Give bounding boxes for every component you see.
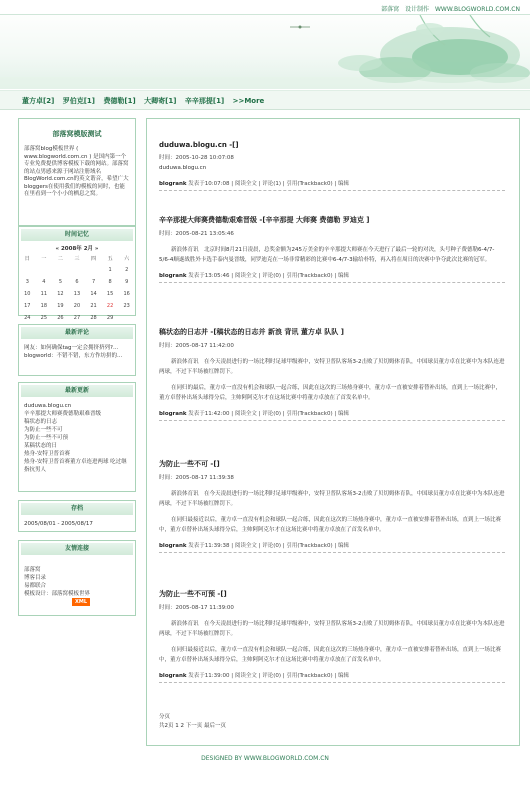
post-body (159, 245, 505, 265)
calendar-day[interactable]: 10 (24, 291, 31, 297)
archive-title: 存档 (21, 503, 133, 515)
post-meta-links[interactable]: 发表于13:05:46 | 阅读全文 | 评论(0) | 引用(Trackback0) | 编辑 (188, 273, 349, 279)
post-body (159, 489, 505, 535)
calendar-day[interactable]: 21 (90, 303, 97, 309)
nav-item-federer[interactable]: 费德勒[1] (103, 97, 136, 105)
post-author[interactable]: blogrank (159, 181, 187, 187)
post-body (159, 357, 505, 403)
post-title[interactable]: 为防止一些不可 -[] (159, 460, 220, 468)
calendar-day (52, 264, 69, 276)
post-2 (159, 215, 505, 283)
calendar-day (19, 264, 36, 276)
post-paragraph: 新浪体育讯 在今天凌晨进行的一场比利时足球甲级赛中，安特卫普队客场3-2击败了贝切姆体育队，中国球员董方卓在比赛中为本队连进两球，不过下半场被红牌罚下。 (159, 491, 505, 507)
post-3 (159, 327, 505, 421)
calendar-day[interactable]: 12 (57, 291, 64, 297)
post-title[interactable]: 为防止一些不可预 -[] (159, 590, 227, 598)
post-paragraph: 新浪体育讯 在今天凌晨进行的一场比利时足球甲级赛中，安特卫普队客场3-2击败了贝切姆体育队，中国球员董方卓在比赛中为本队连进两球，不过下半场被红牌罚下。 (159, 621, 505, 637)
post-author[interactable]: blogrank (159, 411, 187, 417)
calendar-day[interactable]: 1 (108, 267, 112, 273)
post-author[interactable]: blogrank (159, 273, 187, 279)
calendar-day[interactable]: 8 (108, 279, 112, 285)
post-author[interactable]: blogrank (159, 673, 187, 679)
calendar-day[interactable]: 19 (57, 303, 64, 309)
sidebar-archive-box (18, 500, 136, 532)
header-link-home[interactable]: 部落窝 (381, 6, 400, 13)
comments-title: 最新评论 (21, 327, 133, 339)
post-5 (159, 589, 505, 683)
post-author[interactable]: blogrank (159, 543, 187, 549)
post-meta (159, 671, 505, 679)
post-time: 时间：2005-08-17 11:42:00 (159, 343, 234, 349)
calendar-day[interactable]: 25 (40, 315, 48, 321)
calendar-weekday: 三 (74, 255, 80, 262)
calendar-day[interactable]: 14 (90, 291, 97, 297)
post-title[interactable]: 辛辛那提大师赛费德勒艰难晋级 -[辛辛那提 大师赛 费德勒 罗迪克 ] (159, 216, 370, 224)
calendar-day[interactable]: 18 (40, 303, 48, 309)
update-item[interactable]: 某稿状态的日 (24, 443, 58, 449)
calendar-day[interactable]: 16 (123, 291, 130, 297)
calendar-day[interactable]: 13 (73, 291, 81, 297)
calendar-day[interactable]: 6 (75, 279, 79, 285)
post-time: 时间：2005-08-17 11:39:00 (159, 605, 234, 611)
update-item[interactable]: duduwa.blogu.cn (24, 403, 72, 409)
intro-text: 部落窝blog模板世界 ( www.blogworld.com.cn ) 是国内第一个专业免费提供博客模板下载的网站。部落窝的站点男感来源于网站注册域名BlogWorld.com.cn的英文谐音，希望广大bloggers在使用我们的模板的同时，也能在里看到一个小小的栖息之窝。 (24, 146, 129, 197)
calendar-day (36, 264, 53, 276)
post-1 (159, 141, 505, 191)
calendar-day (69, 264, 86, 276)
sidebar-updates-box (18, 382, 136, 492)
update-item[interactable]: 热身-安特卫普首赛董方卓连进两球 吃过继指抗男人 (24, 459, 127, 473)
lotus-banner-illustration (0, 15, 530, 89)
calendar-day (85, 264, 102, 276)
top-bar (0, 0, 530, 14)
comments-list (19, 341, 135, 363)
post-divider (159, 282, 505, 283)
footer-credit[interactable]: DESIGNED BY WWW.BLOGWORLD.COM.CN (201, 755, 329, 762)
links-list (19, 563, 135, 609)
post-meta-links[interactable]: 发表于11:42:00 | 阅读全文 | 评论(0) | 引用(Trackback0) | 编辑 (188, 411, 349, 417)
calendar-day[interactable]: 26 (57, 315, 64, 321)
main-content (146, 118, 520, 746)
post-meta (159, 271, 505, 279)
calendar-day[interactable]: 7 (91, 279, 96, 285)
sidebar-intro-box (18, 118, 136, 226)
update-item[interactable]: 稿状态的日志 (24, 419, 58, 425)
friend-link[interactable]: 部落窝 (24, 567, 41, 573)
post-divider (159, 682, 505, 683)
calendar-day[interactable]: 5 (58, 279, 62, 285)
nav-item-dashisai[interactable]: 大卿寄[1] (144, 97, 177, 105)
post-time: 时间：2005-08-17 11:39:38 (159, 475, 234, 481)
calendar-weekday: 四 (91, 255, 97, 262)
calendar-day[interactable]: 3 (25, 279, 29, 285)
xml-feed-badge[interactable]: XML (72, 598, 90, 606)
header-link-site[interactable]: WWW.BLOGWORLD.COM.CN (434, 6, 520, 13)
post-time: 时间：2005-08-21 13:05:46 (159, 231, 234, 237)
pagination-label: 分页 (159, 714, 171, 720)
comment-item[interactable]: 网友：如何确保tag一定会拥挤挤列?... (24, 345, 119, 351)
friend-link[interactable]: 易都联合 (24, 583, 47, 589)
banner (0, 15, 530, 89)
post-meta-links[interactable]: 发表于10:07:08 | 阅读全文 | 评论(1) | 引用(Trackback0) | 编辑 (188, 181, 349, 187)
nav-item-more[interactable]: >>More (232, 97, 265, 105)
calendar-grid (19, 252, 135, 324)
calendar-weekday: 日 (24, 255, 30, 262)
friend-link[interactable]: 模板设计：部落窝模板世界 (24, 591, 91, 597)
post-body (159, 619, 505, 665)
header-link-design[interactable]: 设计制作 (405, 6, 430, 13)
calendar-weekday: 六 (124, 255, 130, 262)
post-meta (159, 179, 505, 187)
pagination (159, 713, 226, 731)
calendar-day[interactable]: 4 (42, 279, 46, 285)
calendar-day[interactable]: 15 (106, 291, 114, 297)
nav-item-dongfangzhuo[interactable]: 董方卓[2] (22, 97, 55, 105)
post-meta (159, 541, 505, 549)
updates-list (19, 399, 135, 477)
calendar-month[interactable]: « 2008年 2月 » (55, 246, 99, 252)
post-time: 时间：2005-10-28 10:07:08 (159, 155, 234, 161)
calendar-title: 时间记忆 (21, 229, 133, 241)
post-paragraph: 在同归的最后，董方卓一直没有机会和球队一起合练，因此在这次的三场热身赛中，董方卓一直被安排着替补出场，直到上一场比赛中，董方卓替补出场头球得分后，主帅阿阿克尔才在这场比赛中将董方卓放在了首发名单中。 (159, 385, 502, 401)
calendar-day[interactable]: 9 (125, 279, 129, 285)
calendar-day[interactable]: 23 (123, 303, 130, 309)
header-links (377, 4, 520, 13)
intro-title: 部落窝模版测试 (52, 130, 102, 138)
post-paragraph: 在同归最接近以后，董方卓一直没有机会和球队一起合练，因此在这次的三场热身赛中，董方卓一直被安排着替补出场，直到上一场比赛中，董方卓替补出场头球得分后，主帅阿阿克尔才在这场比赛中将董方卓放在了首发名单中。 (159, 647, 502, 663)
post-meta (159, 409, 505, 417)
calendar-day[interactable]: 29 (106, 315, 114, 321)
post-meta-links[interactable]: 发表于11:39:00 | 阅读全文 | 评论(0) | 引用(Trackback0) | 编辑 (188, 673, 349, 679)
calendar-day[interactable]: 11 (40, 291, 48, 297)
updates-title: 最新更新 (21, 385, 133, 397)
nav-item-luobike[interactable]: 罗伯克[1] (62, 97, 95, 105)
nav-item-cincinnati[interactable]: 辛辛那提[1] (184, 97, 225, 105)
post-paragraph: 在同归最接近以后，董方卓一直没有机会和球队一起合练，因此在这次的三场热身赛中，董方卓一直被安排着替补出场，直到上一场比赛中，董方卓替补出场头球得分后，主帅阿阿克尔才在这场比赛中将董方卓放在了首发名单中。 (159, 517, 502, 533)
post-paragraph: 新浪体育讯 在今天凌晨进行的一场比利时足球甲级赛中，安特卫普队客场3-2击败了贝切姆体育队，中国球员董方卓在比赛中为本队连进两球，不过下半场被红牌罚下。 (159, 359, 505, 375)
comment-item[interactable]: blogworld：不错不错，东方作坊拼的... (24, 353, 123, 359)
calendar-day[interactable]: 27 (73, 315, 81, 321)
sidebar-links-box (18, 540, 136, 616)
archive-range[interactable]: 2005/08/01 - 2005/08/17 (24, 521, 93, 527)
post-paragraph: duduwa.blogu.cn (159, 165, 207, 171)
post-4 (159, 459, 505, 553)
update-item[interactable]: 为防止一些不可预 (24, 435, 69, 441)
post-divider (159, 420, 505, 421)
sidebar-comments-box (18, 324, 136, 376)
calendar-weekday: 五 (107, 255, 113, 262)
calendar-weekday: 二 (57, 255, 63, 262)
post-title[interactable]: duduwa.blogu.cn -[] (159, 141, 239, 149)
post-divider (159, 552, 505, 553)
calendar-day[interactable]: 17 (24, 303, 31, 309)
post-paragraph: 新浪体育讯 北京时间8月21日凌晨，总奖金额为245万美金的辛辛那提大师赛在今天进行了最后一轮的对决，头号种子费德勒6-4/7-5/6-4顺遂战胜外卡选手泰内曼晋级，同罗迪克在一场非常精彩的比赛中6-4/7-3输给朴特，再入将在周日的决赛中争夺此次比赛的冠军。 (159, 247, 495, 263)
calendar-day[interactable]: 20 (73, 303, 81, 309)
calendar-day[interactable]: 22 (106, 303, 114, 309)
post-meta-links[interactable]: 发表于11:39:38 | 阅读全文 | 评论(0) | 引用(Trackback0) | 编辑 (188, 543, 349, 549)
friend-link[interactable]: 博客目录 (24, 575, 47, 581)
sidebar-calendar-box (18, 226, 136, 321)
tag-nav (22, 96, 270, 106)
pagination-links[interactable]: 共2页 1 2 下一页 最后一页 (159, 723, 226, 729)
links-title: 友情连接 (21, 543, 133, 555)
nav-bar (0, 90, 530, 110)
calendar-day[interactable]: 28 (90, 315, 97, 321)
calendar-day[interactable]: 24 (24, 315, 31, 321)
post-body (159, 163, 505, 173)
calendar-weekday: 一 (41, 255, 47, 262)
update-item[interactable]: 热身-安特卫普首赛 (24, 451, 70, 457)
post-title[interactable]: 稿状态的日志并 -[稿状态的日志并 新浪 背讯 董方卓 队队 ] (159, 328, 344, 336)
update-item[interactable]: 辛辛那提大师赛费德勒艰难晋级 (24, 411, 102, 417)
calendar-day (118, 312, 135, 324)
calendar-day[interactable]: 2 (125, 267, 129, 273)
update-item[interactable]: 为防止一些不可 (24, 427, 63, 433)
post-divider (159, 190, 505, 191)
